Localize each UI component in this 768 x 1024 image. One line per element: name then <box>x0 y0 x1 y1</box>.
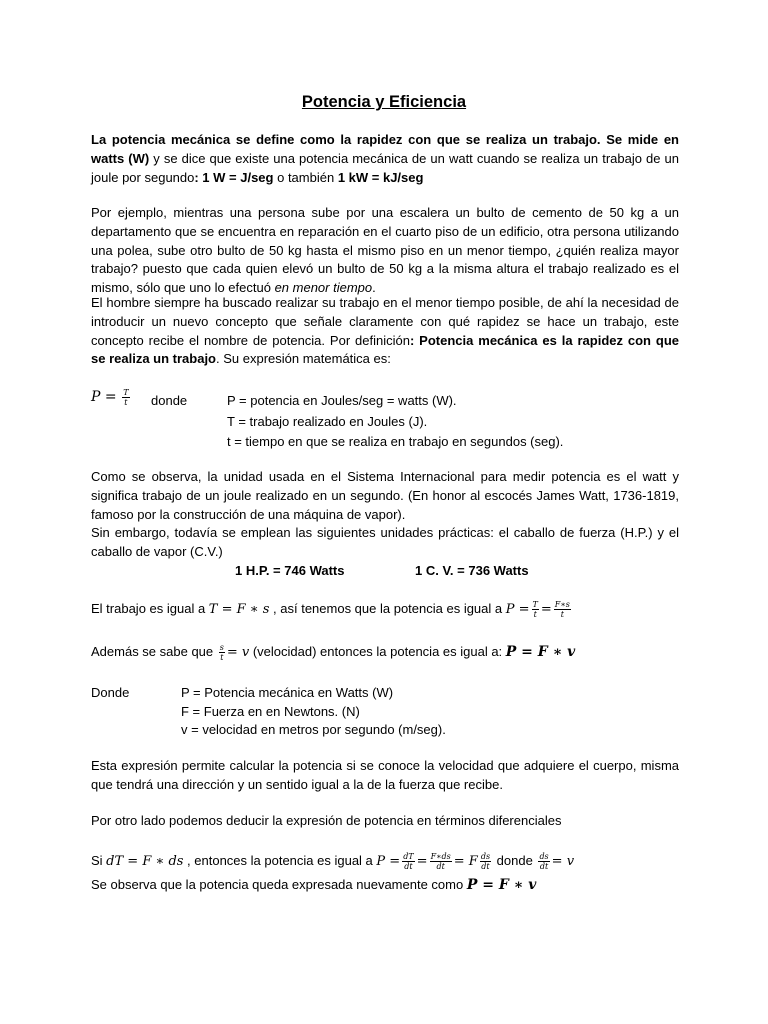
paragraph-units: Sin embargo, todavía se emplean las siguientes unidades prácticas: el caballo de fuerza (H.P.) y el caballo de vapor (C.V.) <box>91 525 679 559</box>
equation-differential <box>91 852 574 871</box>
equation-work <box>91 600 573 619</box>
defs-donde: Donde <box>91 685 130 700</box>
concept-bold: : Potencia mecánica es la rapidez con que se realiza un trabajo <box>91 332 679 367</box>
formula-lhs: P = <box>91 389 117 405</box>
eq2-frac1-num: T <box>532 600 538 610</box>
defs-velocity: v = velocidad en metros por segundo (m/seg). <box>181 722 446 737</box>
example-text: Por ejemplo, mientras una persona sube por una escalera un bulto de cemento de 50 kg a un departamento que se encuentra en reparación en el cuarto piso de un edificio, otra persona utilizando una polea, sube otro bulto de 50 kg hasta el mismo piso en un menor tiempo, ¿quién realiza mayor trabajo? puesto que cada quien elevó un bulto de 50 kg a la misma altura el trabajo realizado es el mismo, sólo que uno lo efectuó <box>91 205 679 296</box>
eq4-eq2: = F <box>453 854 478 869</box>
paragraph-conclusion <box>91 876 536 894</box>
paragraph-definition <box>91 131 679 187</box>
eq2-text2: , así tenemos que la potencia es igual a <box>269 601 506 616</box>
eq2-eq: = <box>540 602 552 617</box>
eq3-frac-num: s <box>219 643 224 653</box>
eq4-frac2 <box>430 852 452 871</box>
eq2-math: T = F ∗ s <box>208 602 270 617</box>
concept-end: . Su expresión matemática es: <box>216 351 391 367</box>
example-end: . <box>372 280 376 296</box>
formula-power <box>91 388 132 407</box>
formula-fraction <box>122 388 129 407</box>
eq4-text1: , entonces la potencia es igual a <box>183 853 377 868</box>
conclusion-text: Se observa que la potencia queda expresada nuevamente como <box>91 877 467 892</box>
connector-text: o también <box>273 169 338 185</box>
unit-hp: 1 H.P. = 746 Watts <box>235 563 345 578</box>
concept-text: El hombre siempre ha buscado realizar su trabajo en el menor tiempo posible, de ahí la necesidad de introducir un nuevo concepto que señale claramente con qué rapidez se hace un trabajo, este concepto recibe el nombre de potencia. Por definición <box>91 295 679 348</box>
eq4-lhs: P = <box>376 854 401 869</box>
eq4-frac3-num: ds <box>480 852 491 862</box>
eq4-frac1-den: dt <box>404 862 413 872</box>
eq3-text1: Además se sabe que <box>91 644 217 659</box>
defs-power: P = Potencia mecánica en Watts (W) <box>181 685 394 700</box>
eq4-frac4-den: dt <box>539 862 549 872</box>
eq4-frac3-den: dt <box>481 862 490 872</box>
eq3-frac-den: t <box>220 653 224 663</box>
formula-def-t: T = trabajo realizado en Joules (J). <box>227 414 428 429</box>
unit-w-bold: : 1 W = J/seg <box>194 169 274 185</box>
eq4-si: Si <box>91 853 107 868</box>
eq4-frac1-num: dT <box>403 852 414 862</box>
eq2-text1: El trabajo es igual a <box>91 601 209 616</box>
eq3-math: = v <box>226 645 250 660</box>
unit-kw-bold: 1 kW = kJ/seg <box>337 169 424 185</box>
eq4-eq3: = v <box>551 854 575 869</box>
eq4-frac4-num: ds <box>539 852 549 862</box>
document-title: Potencia y Eficiencia <box>301 93 467 111</box>
eq4-frac2-den: dt <box>436 862 445 872</box>
eq4-frac4 <box>538 852 549 871</box>
eq2-frac2-num: F∗s <box>554 600 570 610</box>
definition-bold: La potencia mecánica se define como la rapidez con que se realiza un trabajo. Se mide en watts (W) <box>91 132 679 166</box>
eq4-math1: dT = F ∗ ds <box>106 854 184 869</box>
example-italic: en menor tiempo <box>274 280 373 296</box>
unit-cv: 1 C. V. = 736 Watts <box>415 563 529 578</box>
eq2-frac1-den: t <box>533 610 537 620</box>
equation-velocity <box>91 643 575 662</box>
eq3-result: P = F ∗ v <box>505 644 576 660</box>
fraction-den: t <box>124 398 128 408</box>
paragraph-expression: Esta expresión permite calcular la potencia si se conoce la velocidad que adquiere el cuerpo, misma que tendrá una dirección y un sentido igual a la de la fuerza que recibe. <box>91 758 679 792</box>
formula-def-p: P = potencia en Joules/seg = watts (W). <box>227 393 457 408</box>
formula-donde: donde <box>151 393 188 408</box>
eq2-lhs: P = <box>505 602 530 617</box>
eq4-frac3 <box>480 852 491 871</box>
formula-def-time: t = tiempo en que se realiza en trabajo en segundos (seg). <box>227 434 564 449</box>
eq4-frac2-num: F∗ds <box>430 852 451 862</box>
paragraph-concept <box>91 294 679 369</box>
eq2-frac2 <box>554 600 571 619</box>
fraction-num: T <box>123 388 129 398</box>
conclusion-result: P = F ∗ v <box>466 877 537 893</box>
eq4-frac1 <box>402 852 414 871</box>
definition-text: y se dice que existe una potencia mecánica de un watt cuando se realiza un trabajo de un joule por segundo <box>91 150 679 185</box>
eq3-frac <box>219 643 225 662</box>
eq4-donde: donde <box>493 853 537 868</box>
eq3-text2: (velocidad) entonces la potencia es igual a: <box>249 644 506 659</box>
eq2-frac1 <box>532 600 539 619</box>
paragraph-example <box>91 204 679 298</box>
eq4-eq1: = <box>416 854 428 869</box>
eq2-frac2-den: t <box>560 610 564 620</box>
paragraph-differential: Por otro lado podemos deducir la expresión de potencia en términos diferenciales <box>91 813 562 828</box>
defs-force: F = Fuerza en en Newtons. (N) <box>181 704 360 719</box>
paragraph-watt: Como se observa, la unidad usada en el Sistema Internacional para medir potencia es el watt y significa trabajo de un joule realizado en un segundo. (En honor al escocés James Watt, 1736-1819, famoso por la construcción de una máquina de vapor). <box>91 469 679 522</box>
